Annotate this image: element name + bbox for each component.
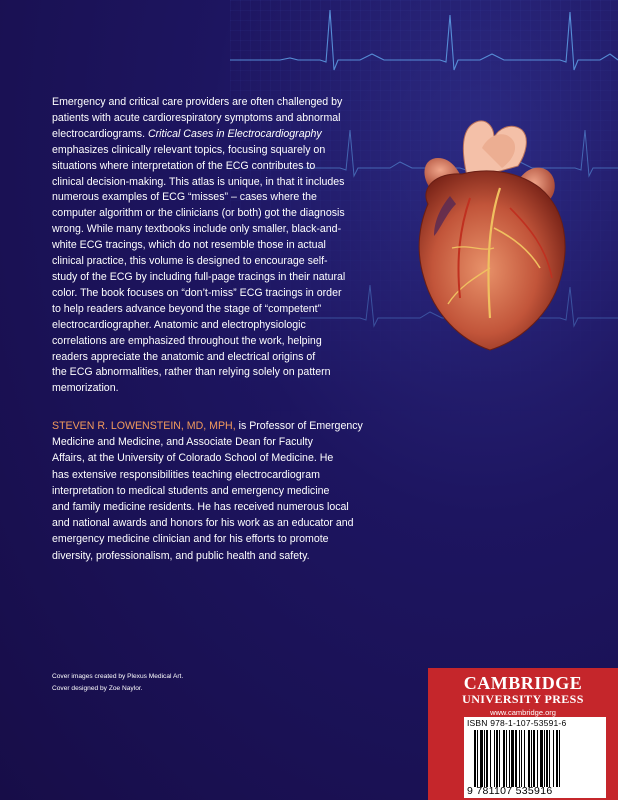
author-line: emergency medicine clinician and for his efforts to promote bbox=[52, 533, 329, 546]
blurb-line: Emergency and critical care providers are often challenged by bbox=[52, 96, 343, 108]
blurb-line: clinical practice, this volume is designed to encourage self- bbox=[52, 255, 328, 268]
barcode-bar bbox=[521, 730, 522, 787]
barcode-bar bbox=[484, 730, 485, 787]
isbn-label: ISBN 978-1-107-53591-6 bbox=[467, 718, 567, 728]
barcode-digits: 9 781107 535916 bbox=[467, 785, 553, 797]
blurb-line: to help readers advance beyond the stage of “competent” bbox=[52, 302, 322, 315]
blurb-line: readers appreciate the anatomic and electrical origins of bbox=[52, 350, 316, 363]
author-line: Affairs, at the University of Colorado School of Medicine. He bbox=[52, 452, 334, 465]
image-credit: Cover images created by Plexus Medical Art. bbox=[52, 673, 184, 680]
barcode-bar bbox=[503, 730, 505, 787]
barcode-bar bbox=[499, 730, 500, 787]
blurb-line: color. The book focuses on “don’t-miss” ECG tracings in order bbox=[52, 286, 342, 299]
barcode-bar bbox=[490, 730, 491, 787]
barcode-bar bbox=[477, 730, 478, 787]
author-line: has extensive responsibilities teaching electrocardiogram bbox=[52, 468, 320, 481]
blurb-line: study of the ECG by including full-page tracings in their natural bbox=[52, 270, 346, 283]
blurb-line: memorization. bbox=[52, 382, 119, 395]
barcode-bar bbox=[511, 730, 514, 787]
barcode-bar bbox=[528, 730, 530, 787]
barcode-bar bbox=[533, 730, 535, 787]
barcode-bar bbox=[544, 730, 545, 787]
publisher-name: CAMBRIDGE bbox=[463, 673, 583, 693]
barcode-bar bbox=[549, 730, 550, 787]
book-title: Critical Cases in Electrocardiography bbox=[147, 127, 322, 140]
barcode-bar bbox=[506, 730, 507, 787]
barcode-bar bbox=[486, 730, 488, 787]
author-line: and national awards and honors for his work as an educator and bbox=[52, 517, 354, 530]
publisher-url: www.cambridge.org bbox=[490, 708, 556, 717]
barcode-bar bbox=[553, 730, 554, 787]
author-line: diversity, professionalism, and public health and safety. bbox=[52, 549, 310, 562]
barcode-bar bbox=[540, 730, 543, 787]
blurb-line: the ECG abnormalities, rather than relying solely on pattern bbox=[52, 366, 331, 379]
blurb-line: computer algorithm or the clinicians (or both) got the diagnosis bbox=[52, 207, 345, 220]
blurb-line: emphasizes clinically relevant topics, focusing squarely on bbox=[52, 143, 326, 156]
barcode-bar bbox=[494, 730, 495, 787]
barcode-bar bbox=[480, 730, 483, 787]
author-line: interpretation to medical students and emergency medicine bbox=[52, 484, 330, 497]
blurb-line: electrocardiographer. Anatomic and electrophysiologic bbox=[52, 318, 306, 331]
book-description bbox=[52, 95, 407, 397]
author-bio bbox=[52, 418, 407, 564]
author-name: STEVEN R. LOWENSTEIN, MD, MPH, bbox=[52, 420, 236, 432]
barcode-bar bbox=[509, 730, 510, 787]
blurb-line: correlations are emphasized throughout the work, helping bbox=[52, 334, 322, 347]
barcode-bar bbox=[474, 730, 476, 787]
blurb-line: patients with acute cardiorespiratory symptoms and abnormal bbox=[52, 111, 341, 124]
barcode-bar bbox=[546, 730, 548, 787]
cover-credits bbox=[52, 671, 183, 694]
barcode-bar bbox=[524, 730, 525, 787]
blurb-line: numerous examples of ECG “misses” – cases where the bbox=[52, 191, 317, 204]
blurb-line: white ECG tracings, which do not resemble those in actual bbox=[52, 239, 326, 252]
barcode-bar bbox=[556, 730, 558, 787]
design-credit: Cover designed by Zoe Naylor. bbox=[52, 684, 143, 692]
barcode-bar bbox=[496, 730, 498, 787]
barcode-bar bbox=[537, 730, 538, 787]
author-line: and family medicine residents. He has received numerous local bbox=[52, 501, 349, 514]
blurb-line: clinical decision-making. This atlas is unique, in that it includes bbox=[52, 175, 345, 188]
heart-illustration bbox=[390, 118, 580, 353]
author-line: is Professor of Emergency bbox=[235, 420, 363, 432]
author-line: Medicine and Medicine, and Associate Dean for Faculty bbox=[52, 436, 313, 449]
barcode-bar bbox=[559, 730, 560, 787]
isbn-barcode bbox=[464, 717, 606, 798]
barcode-bar bbox=[515, 730, 517, 787]
barcode-bar bbox=[531, 730, 532, 787]
barcode-bar bbox=[519, 730, 520, 787]
publisher-press: UNIVERSITY PRESS bbox=[462, 692, 584, 706]
blurb-line: electrocardiograms. bbox=[52, 127, 148, 140]
barcode-bars bbox=[474, 730, 600, 787]
blurb-line: wrong. While many textbooks include only smaller, black-and- bbox=[52, 223, 342, 236]
blurb-line: situations where interpretation of the ECG contributes to bbox=[52, 159, 316, 172]
